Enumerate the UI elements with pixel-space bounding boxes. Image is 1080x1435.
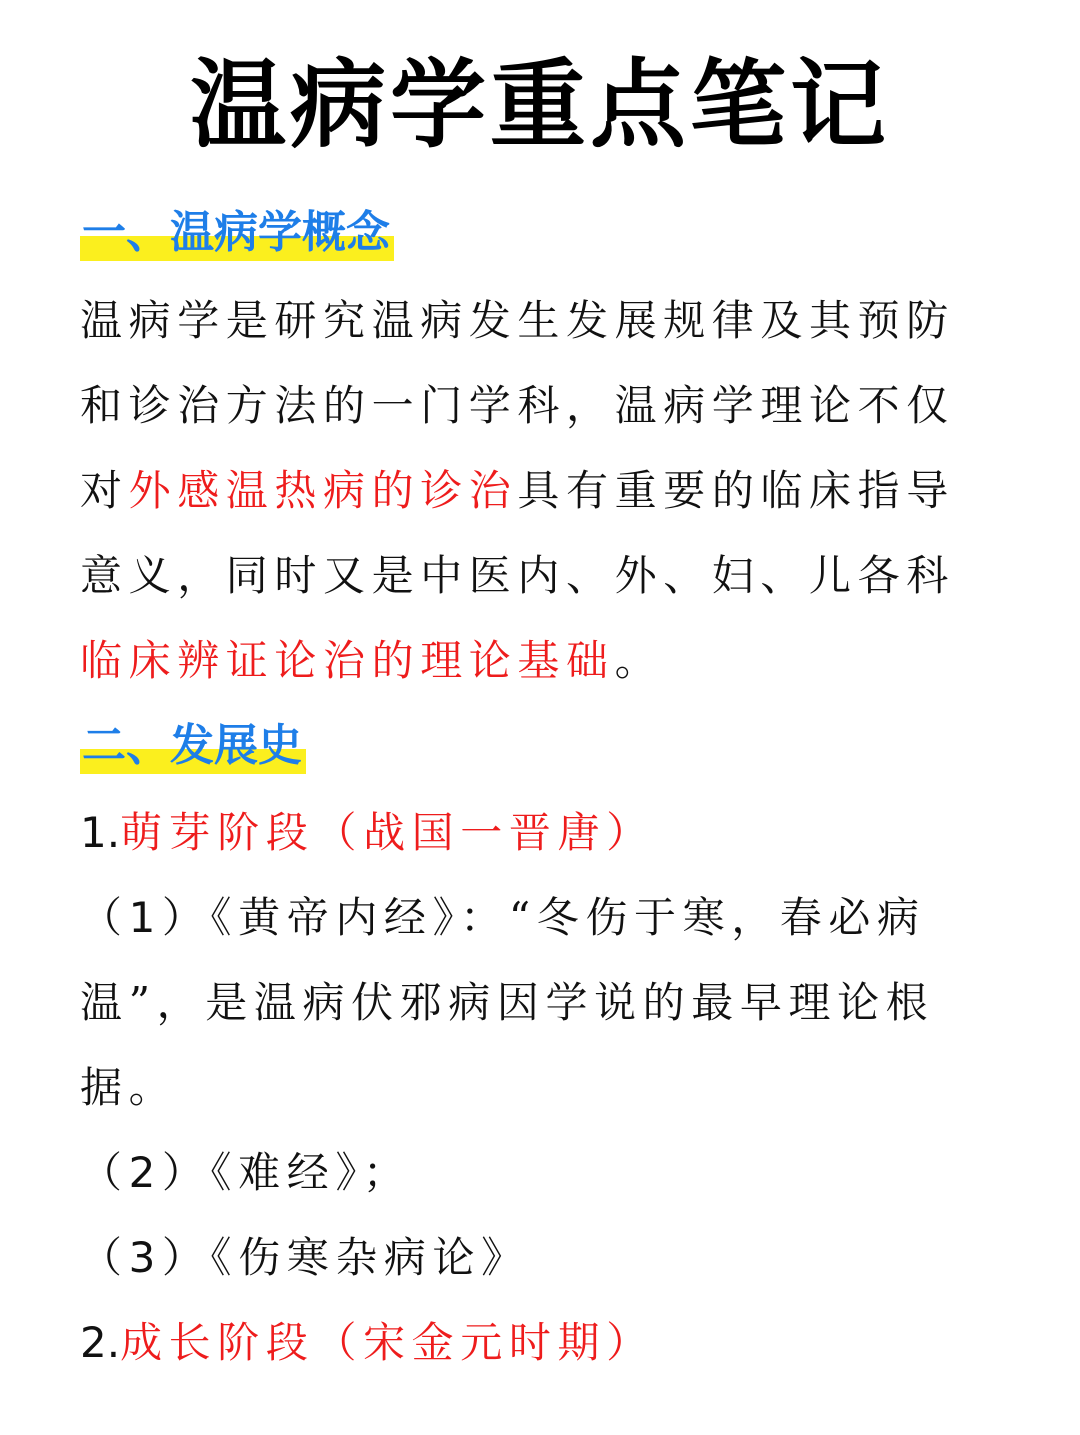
item-3-text: 《伤寒杂病论》 xyxy=(210,1233,530,1282)
concept-line-3-post: 具有重要的临床指导 xyxy=(517,466,955,515)
concept-paragraph xyxy=(80,278,1020,703)
concept-line-2: 和诊治方法的一门学科，温病学理论不仅 xyxy=(80,381,955,430)
item-2 xyxy=(80,1130,1040,1215)
item-3-number: （3） xyxy=(80,1233,211,1282)
item-1-line-2: 温”，是温病伏邪病因学说的最早理论根 xyxy=(80,978,935,1027)
item-1-line-3: 据。 xyxy=(80,1063,178,1112)
item-1-line-1 xyxy=(80,875,1040,960)
stage-1-text: 萌芽阶段（战国一晋唐） xyxy=(120,808,655,857)
concept-emphasis-1: 外感温热病的诊治 xyxy=(128,466,518,515)
stage-1 xyxy=(80,790,1040,875)
item-1-text: 《黄帝内经》：“冬伤于寒，春必病 xyxy=(210,893,926,942)
section-heading-concept: 一、温病学概念 xyxy=(80,205,394,261)
concept-line-3-pre: 对 xyxy=(80,466,129,515)
concept-line-4: 意义，同时又是中医内、外、妇、儿各科 xyxy=(80,551,955,600)
stage-2 xyxy=(80,1300,1040,1385)
item-1-number: （1） xyxy=(80,893,211,942)
stage-2-text: 成长阶段（宋金元时期） xyxy=(120,1318,655,1367)
concept-line-3 xyxy=(80,448,1020,533)
stage-2-number: 2. xyxy=(80,1318,121,1367)
item-2-number: （2） xyxy=(80,1148,211,1197)
concept-line-1: 温病学是研究温病发生发展规律及其预防 xyxy=(80,296,955,345)
section-heading-history: 二、发展史 xyxy=(80,718,306,774)
concept-line-5-post: 。 xyxy=(614,636,664,685)
concept-emphasis-2: 临床辨证论治的理论基础 xyxy=(80,636,615,685)
concept-line-5 xyxy=(80,618,1020,703)
page-title: 温病学重点笔记 xyxy=(190,49,890,161)
item-3 xyxy=(80,1215,1040,1300)
item-2-text: 《难经》； xyxy=(210,1148,412,1197)
stage-1-number: 1. xyxy=(80,808,121,857)
